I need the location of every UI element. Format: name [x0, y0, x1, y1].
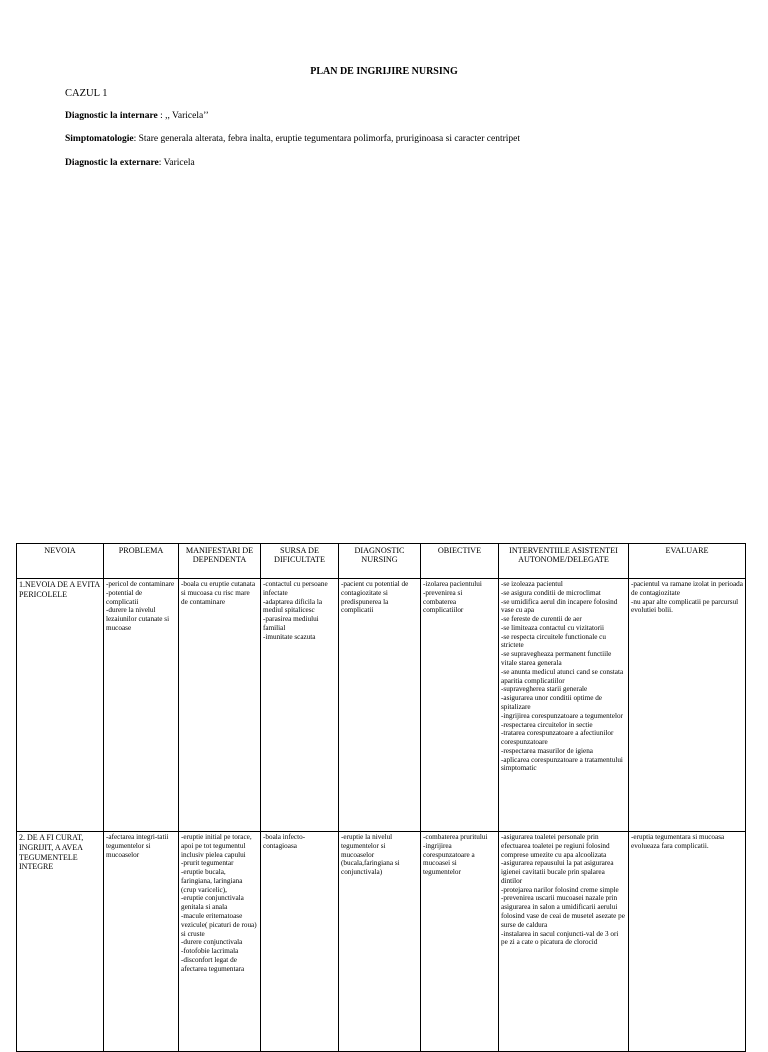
cell-line: -pericol de contaminare — [106, 580, 175, 588]
cell-line: -protejarea narilor folosind creme simple — [501, 885, 619, 894]
cell-line: -boala cu eruptie cutanata si mucoasa cu risc mare de contaminare — [181, 580, 256, 606]
cell-obiective — [421, 832, 499, 1052]
header-sursa: SURSA DE DIFICULTATE — [261, 544, 339, 579]
cell-line: -adaptarea dificila la mediul spitalicesc — [263, 597, 323, 615]
cell-line: -pacient cu potential de contagiozitate si predispunerea la complicatii — [341, 580, 409, 615]
cell-manifestari — [179, 579, 261, 832]
cell-problema — [104, 832, 179, 1052]
cell-line: -se asigura conditii de microclimat — [501, 588, 601, 597]
diagnostic-externare-label: Diagnostic la externare — [65, 158, 159, 168]
cell-diagnostic — [339, 832, 421, 1052]
cell-line: -nu apar alte complicatii pe parcursul evolutiei bolii. — [631, 597, 739, 615]
cell-line: -eruptia tegumentara si mucoasa evolueaza fara complicatii. — [631, 833, 725, 850]
cell-problema — [104, 579, 179, 832]
header-evaluare: EVALUARE — [629, 544, 746, 579]
diagnostic-externare-value: : Varicela — [158, 158, 195, 168]
cell-line: -aplicarea corespunzatoare a tratamentului simptomatic — [501, 755, 623, 773]
cell-line: -fotofobie lacrimala — [181, 947, 239, 956]
cell-obiective — [421, 579, 499, 832]
cell-interventii — [499, 832, 629, 1052]
table-row — [17, 579, 746, 832]
cell-line: -supravegherea starii generale — [501, 685, 588, 694]
cell-diagnostic — [339, 579, 421, 832]
cell-line: -afectarea integri-tatii tegumentelor si mucoaselor — [106, 833, 169, 859]
cell-line: -ingrijirea corespunzatoare a mucoasei si tegumentelor — [423, 841, 475, 877]
cell-line: -eruptie conjunctivala genitala si anala — [181, 894, 244, 912]
cell-line: -respectarea masurilor de igiena — [501, 746, 593, 755]
cell-evaluare — [629, 832, 746, 1052]
cell-line: -durere la nivelul lezaiunilor cutanate si mucoase — [106, 606, 170, 632]
simptomatologie-value: : Stare generala alterata, febra inalta, eruptie tegumentara polimorfa, pruriginoasa si caracter centripet — [133, 134, 521, 144]
cell-line: -instalarea in sacul conjuncti-val de 3 ori pe zi a cate o picatura de clorocid — [501, 929, 619, 947]
cell-line: -combaterea pruritului — [423, 833, 488, 841]
header-diagnostic: DIAGNOSTIC NURSING — [339, 544, 421, 579]
diagnostic-externare — [65, 158, 195, 168]
cell-line: -potential de complicatii — [106, 588, 143, 606]
cell-interventii — [499, 579, 629, 832]
case-label: CAZUL 1 — [65, 88, 108, 99]
simptomatologie-label: Simptomatologie — [65, 134, 134, 144]
nursing-care-table — [16, 543, 746, 1052]
cell-line: -ingrijirea corespunzatoare a tegumentelor — [501, 711, 623, 720]
cell-nevoia: 1.NEVOIA DE A EVITA PERICOLELE — [17, 579, 104, 832]
diagnostic-internare-value: : ,, Varicela’’ — [157, 111, 209, 121]
cell-line: -eruptie la nivelul tegumentelor si mucoaselor (bucala,faringiana si conjunctivala) — [341, 833, 400, 877]
cell-line: -asigurarea unor conditii optime de spitalizare — [501, 694, 602, 711]
cell-line: -respectarea circuitelor in sectie — [501, 720, 593, 729]
cell-line: -asigurarea toaletei personale prin efectuarea toaletei pe regiuni folosind comprese umezite cu apa alcoolizata — [501, 833, 610, 859]
cell-line: -prurit tegumentar — [181, 859, 234, 868]
cell-line: -durere conjunctivala — [181, 938, 243, 947]
cell-line: -prevenirea si combaterea complicatiilor — [423, 588, 464, 615]
cell-line: -se anunta medicul atunci cand se constata aparitia complicatiilor — [501, 667, 624, 685]
table-row — [17, 832, 746, 1052]
cell-line: -disconfort legat de afectarea tegumentara — [181, 955, 245, 973]
cell-line: -boala infecto-contagioasa — [263, 833, 306, 850]
diagnostic-internare — [65, 111, 209, 121]
cell-line: -macule eritematoase vezicule( picaturi de roua) si cruste — [181, 912, 257, 938]
diagnostic-internare-label: Diagnostic la internare — [65, 111, 158, 121]
header-problema: PROBLEMA — [104, 544, 179, 579]
cell-line: -se fereste de curentii de aer — [501, 615, 582, 624]
cell-evaluare — [629, 579, 746, 832]
cell-sursa — [261, 832, 339, 1052]
cell-line: -se umidifica aerul din incapere folosind vase cu apa — [501, 597, 618, 615]
page-title: PLAN DE INGRIJIRE NURSING — [310, 66, 458, 77]
cell-nevoia: 2. DE A FI CURAT, INGRIJIT, A AVEA TEGUMENTELE INTEGRE — [17, 832, 104, 1052]
cell-line: -parasirea mediului familial — [263, 615, 319, 632]
cell-manifestari — [179, 832, 261, 1052]
cell-line: -se respecta circuitele functionale cu strictete — [501, 632, 606, 650]
cell-line: -prevenirea uscarii mucoasei nazale prin asigurarea in salon a umidificarii aerului folosind vase de ceai de musetel asezate pe surse de caldura — [501, 894, 625, 929]
cell-line: -asigurarea repausului la pat asigurarea igienei cavitatii bucale prin spalarea dintilor — [501, 859, 614, 885]
cell-line: -tratarea corespunzatoare a afectiunilor corespunzatoare — [501, 729, 614, 747]
cell-line: -contactul cu persoane infectate — [263, 580, 328, 597]
table-header-row — [17, 544, 746, 579]
cell-line: -se izoleaza pacientul — [501, 580, 563, 588]
cell-line: -eruptie bucala, faringiana, laringiana (crup varicelic), — [181, 868, 243, 894]
cell-line: -pacientul va ramane izolat in perioada de contagiozitate — [631, 580, 743, 597]
header-obiective: OBIECTIVE — [421, 544, 499, 579]
cell-line: -se limiteaza contactul cu vizitatorii — [501, 623, 604, 632]
cell-sursa — [261, 579, 339, 832]
cell-line: -eruptie initial pe torace, apoi pe tot tegumentul inclusiv pielea capului — [181, 833, 252, 859]
header-manifestari: MANIFESTARI DE DEPENDENTA — [179, 544, 261, 579]
simptomatologie — [65, 134, 520, 144]
cell-line: -se supravegheaza permanent functiile vitale starea generala — [501, 650, 612, 668]
header-nevoia: NEVOIA — [17, 544, 104, 579]
cell-line: -izolarea pacientului — [423, 580, 482, 588]
header-interventii: INTERVENTIILE ASISTENTEI AUTONOME/DELEGATE — [499, 544, 629, 579]
cell-line: -imunitate scazuta — [263, 632, 316, 641]
